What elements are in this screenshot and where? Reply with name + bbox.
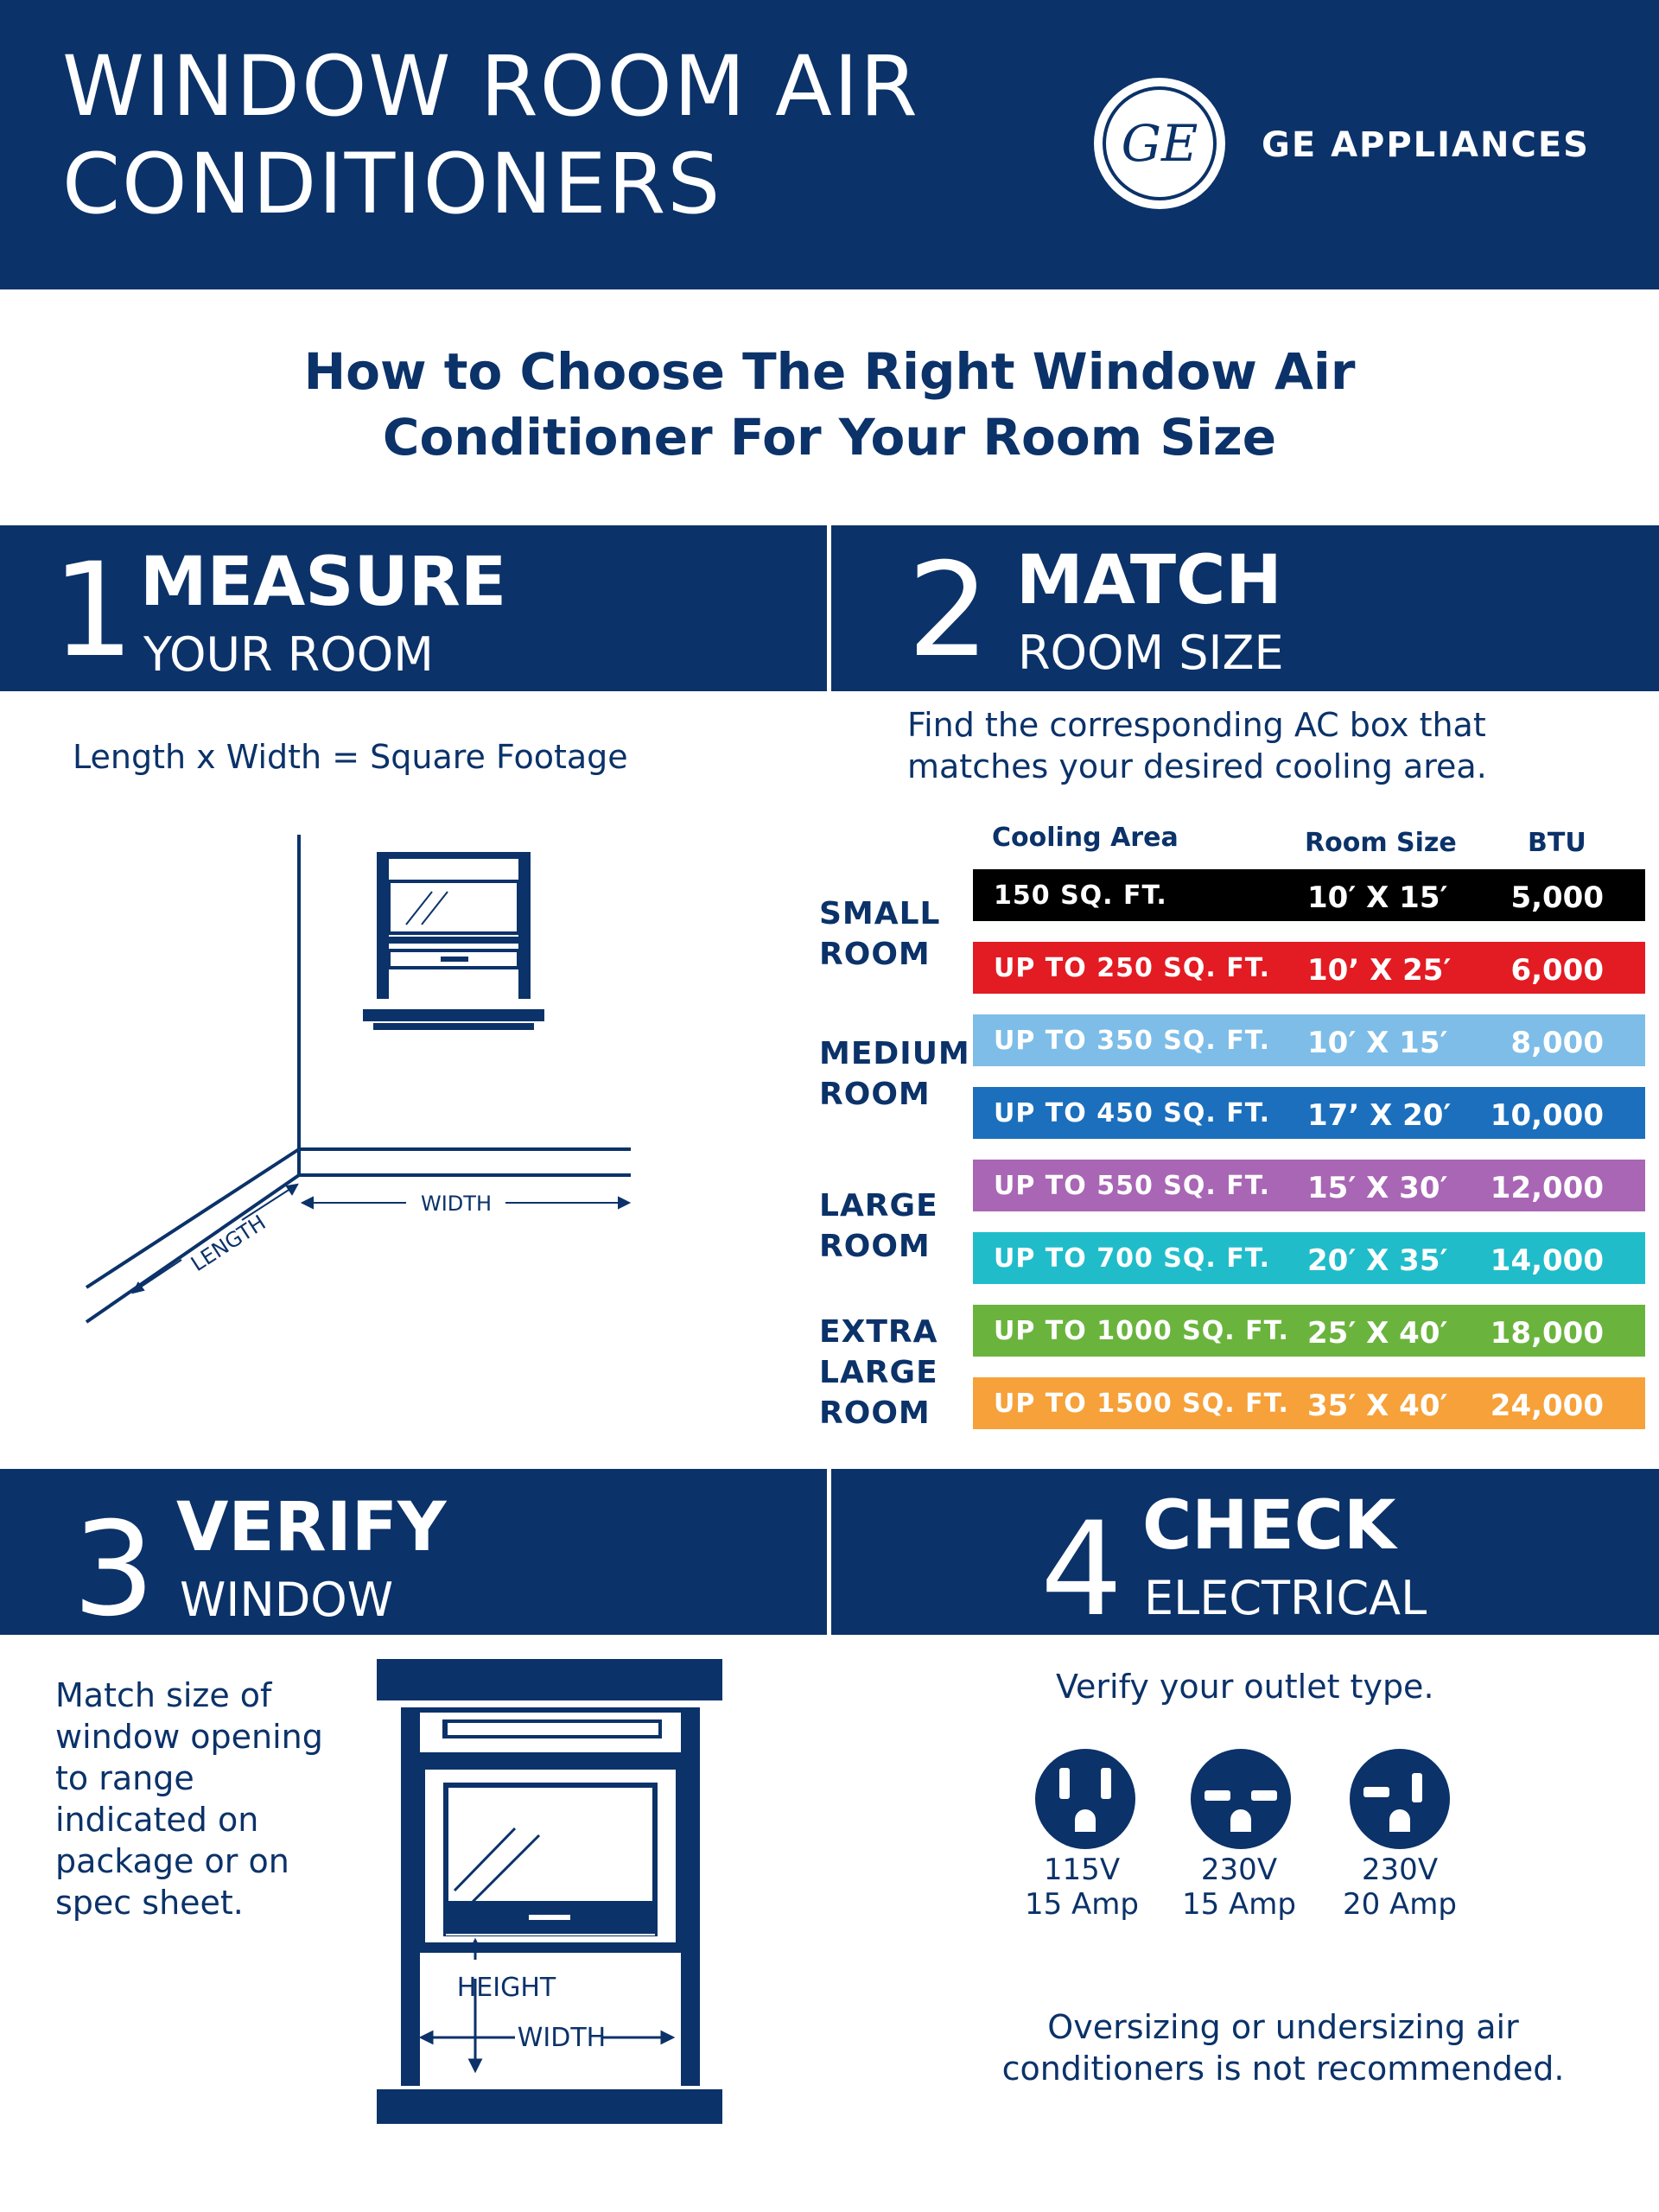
- cell-size: 10′ X 15′: [1307, 1026, 1448, 1060]
- room-diagram: [69, 821, 657, 1365]
- main-title-line2: CONDITIONERS: [62, 136, 722, 232]
- table-row: [973, 1160, 1645, 1211]
- cell-size: 15′ X 30′: [1307, 1171, 1448, 1205]
- cell-area: UP TO 1000 SQ. FT.: [994, 1316, 1289, 1346]
- table-row: [973, 1232, 1645, 1284]
- outlet-label-3: [1313, 1853, 1486, 1922]
- outlet-amperage: 20 Amp: [1342, 1887, 1458, 1922]
- group-medium-line1: MEDIUM: [819, 1036, 970, 1071]
- group-medium-line2: ROOM: [819, 1077, 931, 1112]
- outlet-voltage: 230V: [1361, 1853, 1439, 1887]
- header-room-size: Room Size: [1305, 828, 1457, 858]
- step4-number: 4: [1040, 1495, 1123, 1645]
- group-xl-line3: ROOM: [819, 1395, 931, 1431]
- cell-area: UP TO 350 SQ. FT.: [994, 1026, 1271, 1056]
- cell-btu: 14,000: [1490, 1243, 1604, 1278]
- page-subtitle: [138, 339, 1521, 470]
- window-diagram: [377, 1657, 726, 2124]
- cell-size: 35′ X 40′: [1307, 1389, 1448, 1423]
- group-small-line1: SMALL: [819, 896, 941, 931]
- cell-size: 25′ X 40′: [1307, 1316, 1448, 1351]
- step3-title: VERIFY: [176, 1489, 447, 1567]
- outlet-voltage: 230V: [1200, 1853, 1278, 1887]
- outlet-voltage: 115V: [1043, 1853, 1121, 1887]
- cell-area: UP TO 1500 SQ. FT.: [994, 1389, 1289, 1419]
- outlet-230v-20a-icon: [1348, 1747, 1452, 1851]
- table-row: [973, 942, 1645, 994]
- cell-btu: 24,000: [1490, 1389, 1604, 1423]
- outlet-115v-15a-icon: [1033, 1747, 1137, 1851]
- main-title-line1: WINDOW ROOM AIR: [62, 38, 919, 135]
- step3-text: [55, 1675, 323, 1923]
- table-row: [973, 1305, 1645, 1357]
- cell-area: UP TO 550 SQ. FT.: [994, 1171, 1271, 1201]
- sizing-warning: [950, 2006, 1616, 2089]
- sizing-warning-line1: Oversizing or undersizing air: [1047, 2008, 1519, 2046]
- cell-btu: 12,000: [1490, 1171, 1604, 1205]
- step3-text-line: package or on: [55, 1842, 289, 1880]
- header-btu: BTU: [1528, 828, 1586, 858]
- main-title: [62, 38, 1056, 233]
- cell-size: 10′ X 15′: [1307, 880, 1448, 915]
- group-label-medium: [819, 1033, 970, 1115]
- cell-area: UP TO 700 SQ. FT.: [994, 1243, 1271, 1274]
- ge-logo: [1090, 74, 1229, 213]
- step4-text: Verify your outlet type.: [1056, 1668, 1434, 1706]
- group-large-line2: ROOM: [819, 1229, 931, 1264]
- step3-text-line: Match size of: [55, 1676, 272, 1714]
- step3-text-line: indicated on: [55, 1801, 259, 1839]
- step3-text-line: to range: [55, 1759, 194, 1797]
- table-row: [973, 1014, 1645, 1066]
- group-xl-line1: EXTRA: [819, 1314, 938, 1350]
- step1-title: MEASURE: [140, 543, 507, 621]
- cell-size: 20′ X 35′: [1307, 1243, 1448, 1278]
- step4-subtitle: ELECTRICAL: [1144, 1571, 1427, 1625]
- cell-area: UP TO 250 SQ. FT.: [994, 953, 1271, 983]
- cell-area: 150 SQ. FT.: [994, 880, 1167, 911]
- cell-btu: 5,000: [1510, 880, 1604, 915]
- step2-text-line1: Find the corresponding AC box that: [907, 706, 1486, 744]
- table-row: [973, 1087, 1645, 1139]
- step-divider-bottom: [827, 1469, 831, 1635]
- sizing-warning-line2: conditioners is not recommended.: [1001, 2050, 1565, 2088]
- cell-btu: 18,000: [1490, 1316, 1604, 1351]
- group-large-line1: LARGE: [819, 1188, 938, 1224]
- step4-title: CHECK: [1142, 1487, 1396, 1565]
- step1-subtitle: YOUR ROOM: [143, 627, 434, 682]
- group-small-line2: ROOM: [819, 937, 931, 972]
- step2-text-line2: matches your desired cooling area.: [907, 747, 1487, 785]
- cell-size: 17’ X 20′: [1307, 1098, 1452, 1133]
- window-width-label: WIDTH: [517, 2023, 607, 2053]
- step3-text-line: spec sheet.: [55, 1884, 244, 1922]
- cell-area: UP TO 450 SQ. FT.: [994, 1098, 1271, 1128]
- outlet-label-2: [1153, 1853, 1325, 1922]
- subtitle-line2: Conditioner For Your Room Size: [382, 408, 1277, 467]
- room-length-label: LENGTH: [187, 1210, 270, 1277]
- svg-text:GE: GE: [1121, 114, 1198, 173]
- group-label-small: [819, 893, 941, 975]
- cell-btu: 8,000: [1510, 1026, 1604, 1060]
- step2-title: MATCH: [1016, 542, 1282, 620]
- group-label-extra-large: [819, 1312, 938, 1433]
- cell-btu: 6,000: [1510, 953, 1604, 988]
- header-cooling-area: Cooling Area: [992, 823, 1179, 853]
- outlet-label-1: [995, 1853, 1168, 1922]
- step3-subtitle: WINDOW: [180, 1573, 394, 1627]
- cell-size: 10’ X 25′: [1307, 953, 1452, 988]
- group-label-large: [819, 1185, 938, 1267]
- step3-number: 3: [73, 1495, 156, 1645]
- subtitle-line1: How to Choose The Right Window Air: [303, 342, 1356, 401]
- table-row: [973, 869, 1645, 921]
- table-row: [973, 1377, 1645, 1429]
- step2-subtitle: ROOM SIZE: [1018, 626, 1284, 680]
- window-height-label: HEIGHT: [456, 1973, 556, 2003]
- step-divider-top: [827, 525, 831, 691]
- group-xl-line2: LARGE: [819, 1355, 938, 1390]
- room-width-label: WIDTH: [421, 1192, 492, 1216]
- outlet-amperage: 15 Amp: [1181, 1887, 1297, 1922]
- outlet-230v-15a-icon: [1189, 1747, 1293, 1851]
- step2-text: [907, 704, 1487, 787]
- outlet-amperage: 15 Amp: [1024, 1887, 1140, 1922]
- step2-number: 2: [907, 536, 990, 686]
- brand-name: GE APPLIANCES: [1262, 125, 1590, 165]
- cell-btu: 10,000: [1490, 1098, 1604, 1133]
- step3-text-line: window opening: [55, 1718, 323, 1756]
- step1-number: 1: [52, 536, 135, 686]
- step1-text: Length x Width = Square Footage: [73, 738, 628, 776]
